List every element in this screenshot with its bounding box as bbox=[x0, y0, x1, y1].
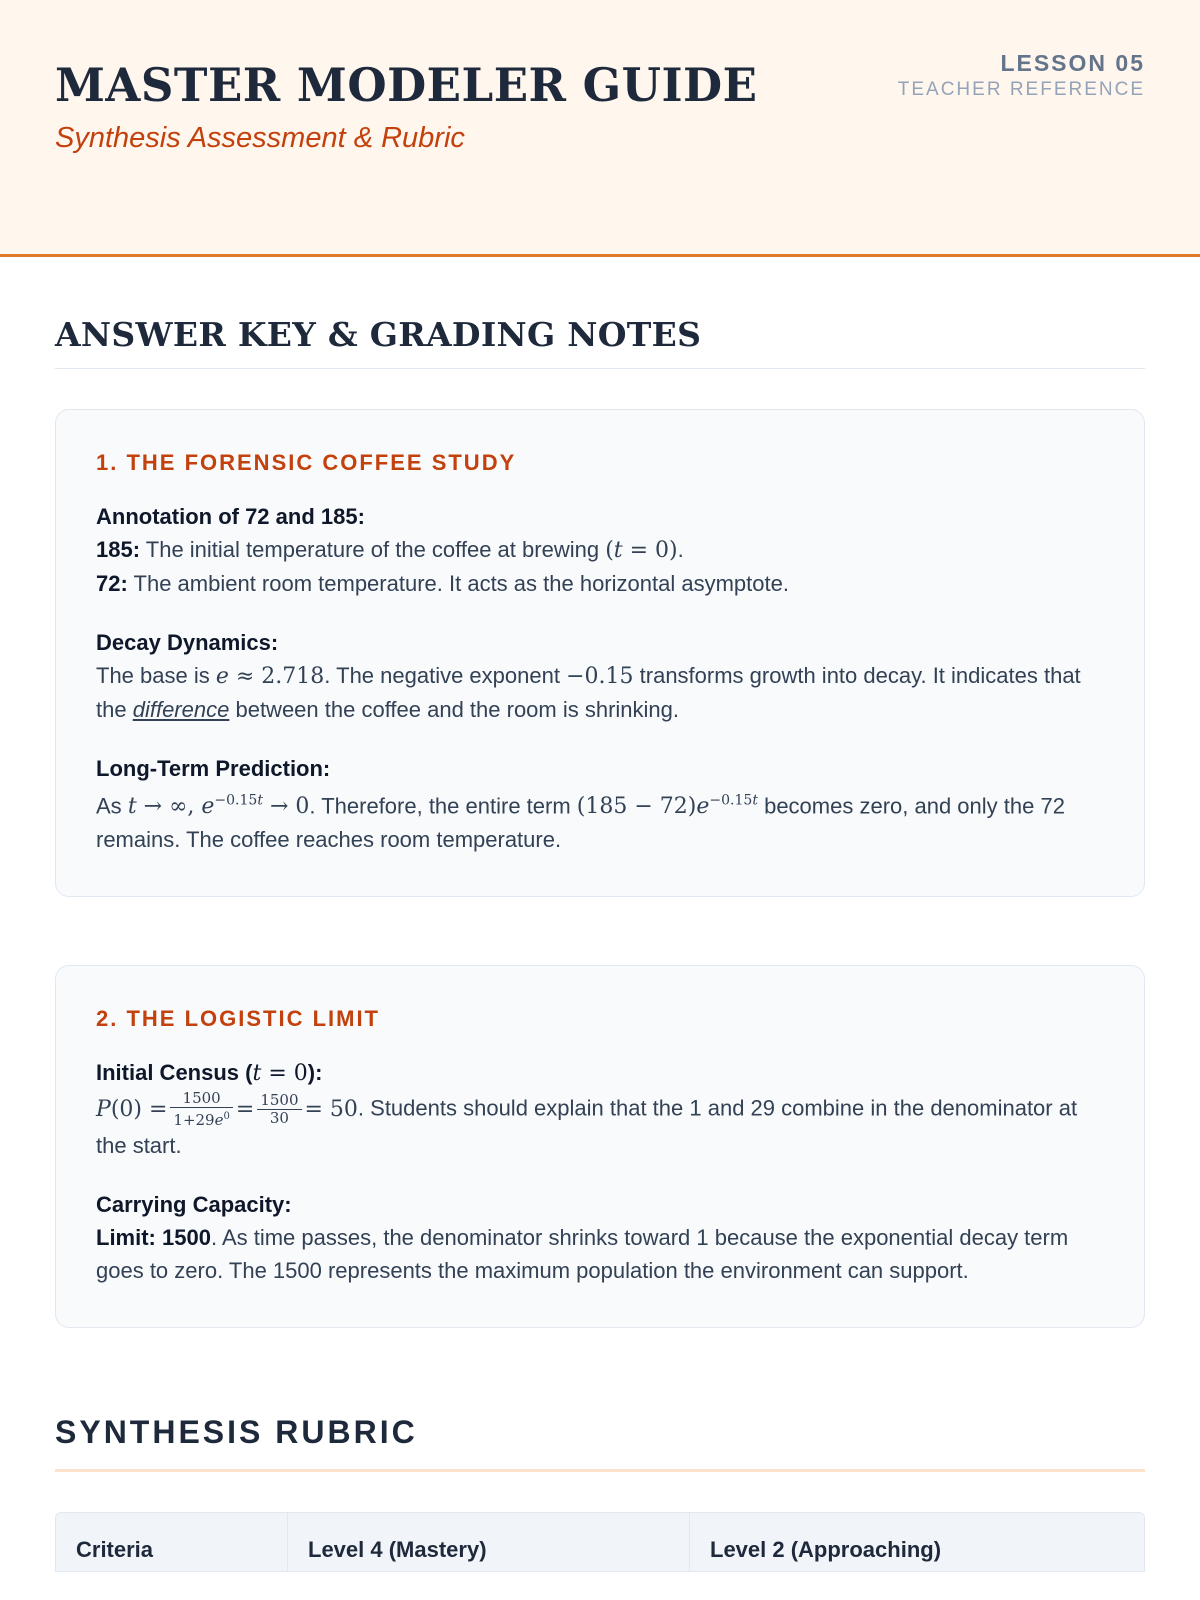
capacity-text-part: . As time passes, the denominator shrinks toward 1 because the exponential decay term goes to zero. The 1500 represents the maximum population the environment can support. bbox=[96, 1225, 1069, 1284]
page-subtitle: Synthesis Assessment & Rubric bbox=[55, 122, 465, 154]
limit-label: Limit: 1500 bbox=[96, 1225, 211, 1251]
lesson-number: LESSON 05 bbox=[1000, 50, 1145, 76]
decay-text-part: between the coffee and the room is shrinking. bbox=[235, 697, 680, 722]
census-label-part: ): bbox=[307, 1060, 323, 1086]
decay-text-part: transforms growth into decay. It indicates that the bbox=[96, 663, 1081, 722]
math-term: $(185 - 72)e^{-0.15t}$ bbox=[576, 793, 758, 820]
census-label bbox=[96, 1056, 1104, 1090]
value-72-text: The ambient room temperature. It acts as the horizontal asymptote. bbox=[133, 571, 789, 596]
page-title: MASTER MODELER GUIDE bbox=[55, 58, 758, 112]
longterm-text-part: becomes zero, and only the 72 remains. The coffee reaches room temperature. bbox=[96, 793, 1065, 853]
rubric-col-level4: Level 4 (Mastery) bbox=[288, 1513, 690, 1571]
longterm-label: Long-Term Prediction: bbox=[96, 756, 331, 781]
annotation-label: Annotation of 72 and 185: bbox=[96, 504, 365, 529]
math-p0: P(0) = $\frac{1500}{1+29e^0}$ = $\frac{1500}{30}$ = 50 bbox=[96, 1089, 358, 1130]
value-185-text: The initial temperature of the coffee at brewing bbox=[145, 537, 600, 562]
capacity-text bbox=[96, 1221, 1104, 1287]
math-t-equals-0: (t = 0) bbox=[605, 538, 678, 563]
logistic-limit-title: 2. THE LOGISTIC LIMIT bbox=[96, 1006, 380, 1032]
capacity-label: Carrying Capacity: bbox=[96, 1192, 292, 1218]
longterm-text-part: . Therefore, the entire term bbox=[309, 793, 571, 819]
census-block bbox=[96, 1056, 1104, 1162]
longterm-text-part: As bbox=[96, 793, 122, 819]
rubric-table bbox=[55, 1512, 1145, 1572]
decay-text-part: The base is bbox=[96, 663, 210, 688]
annotation-185: 185: The initial temperature of the coffee at brewing (t = 0). bbox=[96, 537, 684, 563]
census-label-part: Initial Census ( bbox=[96, 1060, 253, 1086]
coffee-study-card bbox=[55, 409, 1145, 897]
capacity-block bbox=[96, 1188, 1104, 1287]
answer-key-heading: ANSWER KEY & GRADING NOTES bbox=[55, 315, 1145, 369]
math-t-zero: t = 0 bbox=[252, 1061, 308, 1087]
rubric-col-criteria: Criteria bbox=[56, 1513, 288, 1571]
rubric-heading: SYNTHESIS RUBRIC bbox=[55, 1414, 1145, 1472]
coffee-study-title: 1. THE FORENSIC COFFEE STUDY bbox=[96, 450, 517, 475]
longterm-text bbox=[96, 785, 1104, 856]
decay-label: Decay Dynamics: bbox=[96, 630, 279, 655]
longterm-block bbox=[96, 752, 1104, 856]
value-72-label: 72: bbox=[96, 571, 128, 596]
math-neg-015: −0.15 bbox=[566, 664, 634, 689]
decay-block bbox=[96, 626, 1104, 726]
logistic-limit-card bbox=[55, 965, 1145, 1328]
annotation-72 bbox=[96, 567, 1104, 600]
census-text bbox=[96, 1090, 1104, 1162]
decay-text-part: . The negative exponent bbox=[324, 663, 560, 688]
math-e-approx: e ≈ 2.718 bbox=[215, 664, 325, 689]
annotation-block bbox=[96, 500, 1104, 600]
page-header bbox=[0, 0, 1200, 257]
census-text-part: . Students should explain that the 1 and 29 combine in the denominator at the start. bbox=[96, 1095, 1078, 1159]
emphasis-difference: difference bbox=[132, 697, 230, 722]
math-limit: t → ∞, $e^{-0.15t} \to 0$ bbox=[127, 793, 310, 820]
decay-text bbox=[96, 659, 1104, 726]
lesson-reference: TEACHER REFERENCE bbox=[897, 79, 1145, 100]
lesson-badge bbox=[898, 50, 1145, 101]
value-185-label: 185: bbox=[96, 537, 141, 562]
rubric-col-level2: Level 2 (Approaching) bbox=[710, 1537, 942, 1563]
